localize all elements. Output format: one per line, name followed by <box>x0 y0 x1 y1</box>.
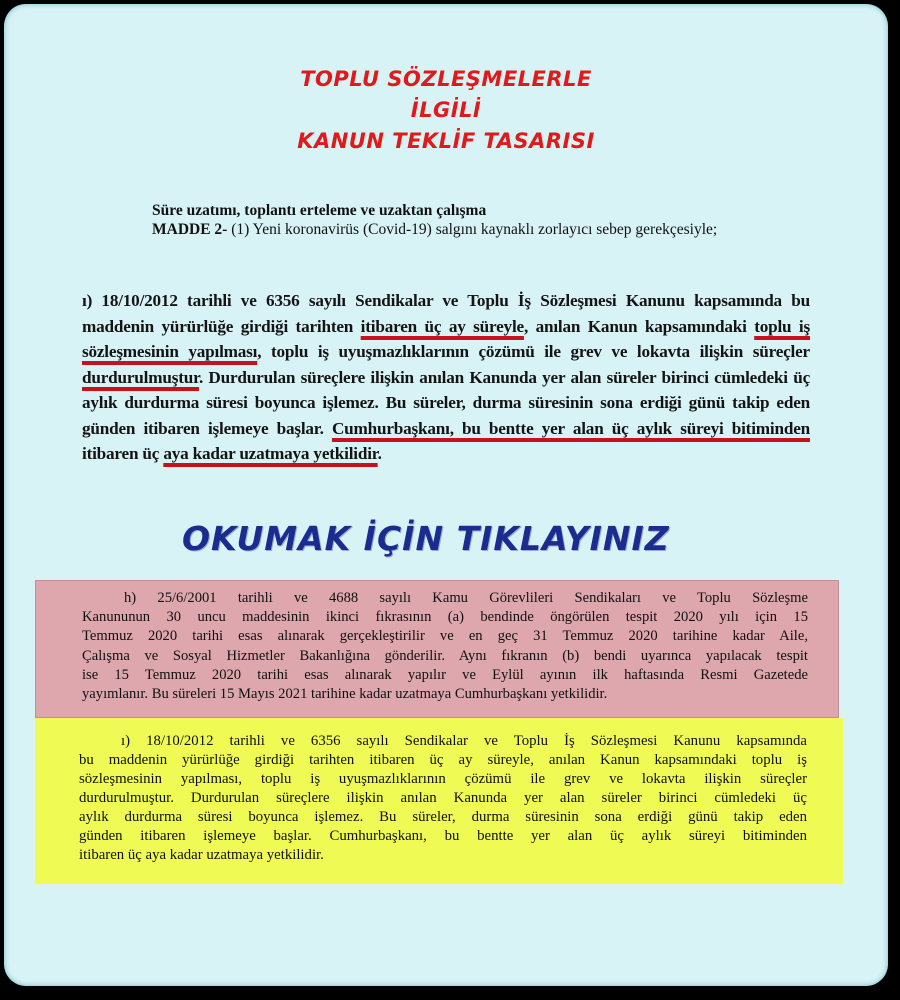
madde-text: (1) Yeni koronavirüs (Covid-19) salgını kaynaklı zorlayıcı sebep gerekçesiyle; <box>227 221 718 238</box>
underlined-phrase: itibaren üç ay süreyle <box>360 316 524 336</box>
pink-line: ise 15 Temmuz 2020 tarihi esas alınarak yapılır ve Eylül ayının ilk haftasında Resmi Gazetede <box>82 666 808 683</box>
title-line-3: KANUN TEKLİF TASARISI <box>297 129 595 153</box>
read-more-link[interactable]: OKUMAK İÇİN TIKLAYINIZ <box>182 519 670 558</box>
para-text: itibaren üç <box>82 444 164 463</box>
title-line-2: İLGİLİ <box>410 98 482 122</box>
page-title <box>4 64 888 157</box>
yellow-line: sözleşmesinin yapılması, toplu iş uyuşmazlıklarının çözümü ile grev ve lokavta ilişkin süreçler <box>79 771 807 787</box>
page-frame <box>4 4 888 986</box>
underlined-phrase: toplu iş sözleşmesinin yapılması <box>82 316 810 361</box>
madde-label: MADDE 2- <box>152 221 228 238</box>
yellow-line: itibaren üç aya kadar uzatmaya yetkilidir. <box>79 847 324 863</box>
underlined-phrase: durdurulmuştur <box>82 367 199 387</box>
title-line-1: TOPLU SÖZLEŞMELERLE <box>300 67 592 91</box>
para-text: , toplu iş uyuşmazlıklarının çözümü ile grev ve lokavta ilişkin süreçler <box>257 342 810 361</box>
yellow-excerpt-text <box>79 732 807 865</box>
yellow-excerpt-box <box>35 718 843 884</box>
para-text: , anılan Kanun kapsamındaki <box>523 316 755 336</box>
underlined-phrase: Cumhurbaşkanı, bu bentte yer alan üç aylık süreyi bitiminden <box>331 418 810 438</box>
madde-header <box>152 201 832 239</box>
underlined-phrase: aya kadar uzatmaya yetkilidir <box>163 444 378 463</box>
yellow-line: aylık durdurma süresi boyunca işlemez. Bu süreler, durma süresinin sona erdiği günü takip eden <box>79 809 807 825</box>
pink-line: h) 25/6/2001 tarihli ve 4688 sayılı Kamu Görevlileri Sendikaları ve Toplu Sözleşme <box>124 590 808 606</box>
yellow-line: günden itibaren işlemeye başlar. Cumhurbaşkanı, bu bentte yer alan üç aylık süreyi bitiminden <box>79 828 807 844</box>
pink-excerpt-text <box>82 589 808 704</box>
scanned-law-paragraph <box>82 288 810 467</box>
pink-line: yayımlanır. Bu süreleri 15 Mayıs 2021 tarihine kadar uzatmaya Cumhurbaşkanı yetkilidir. <box>82 686 608 703</box>
pink-line: Çalışma ve Sosyal Hizmetler Bakanlığına gönderilir. Aynı fıkranın (b) bendi uyarınca yapılacak tespit <box>82 647 808 664</box>
para-text: . Durdurulan süreçlere ilişkin anılan Kanunda yer alan süreler birinci cümledeki üç aylık durdurma süresi boyunca işlemez. Bu süreler, durma süresinin sona erdiği günü takip eden günden itibaren işlemeye başlar. <box>82 367 810 438</box>
yellow-line: durdurulmuştur. Durdurulan süreçlere ilişkin anılan Kanunda yer alan süreler birinci cümledeki üç <box>79 790 807 806</box>
madde-intro <box>152 220 832 239</box>
pink-excerpt-box <box>35 580 839 718</box>
pink-line: Temmuz 2020 tarihi esas alınarak gerçekleştirilir ve en geç 31 Temmuz 2020 tarihine kadar Aile, <box>82 628 808 645</box>
yellow-line: bu maddenin yürürlüğe girdiği tarihten itibaren üç ay süreyle, anılan Kanun kapsamındaki toplu iş <box>79 752 807 768</box>
pink-line: Kanununun 30 uncu maddesinin ikinci fıkrasının (a) bendinde öngörülen tespit 2020 yılı için 15 <box>82 609 808 626</box>
para-text: ı) 18/10/2012 tarihli ve 6356 sayılı Sendikalar ve Toplu İş Sözleşmesi Kanunu kapsamında bu maddenin yürürlüğe girdiği tarihten <box>82 291 810 336</box>
yellow-line: ı) 18/10/2012 tarihli ve 6356 sayılı Sendikalar ve Toplu İş Sözleşmesi Kanunu kapsamında <box>121 733 807 749</box>
madde-heading: Süre uzatımı, toplantı erteleme ve uzaktan çalışma <box>152 202 487 219</box>
para-text: . <box>377 444 382 463</box>
